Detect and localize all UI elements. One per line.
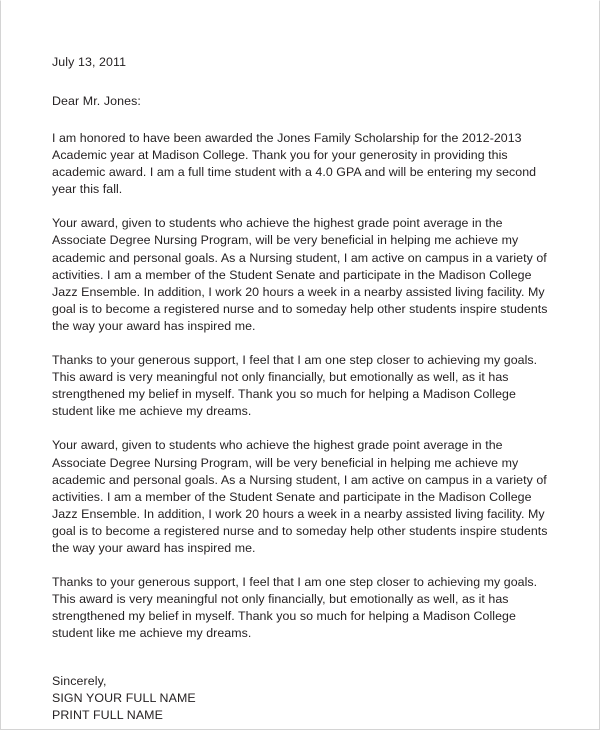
letter-paragraph: Thanks to your generous support, I feel that I am one step closer to achieving my goals. This award is very meaningful not only financially, but emotionally as well, as it has strengthened my belief in myself. Thank you so much for helping a Madison College student like me achieve my dreams. (52, 353, 538, 419)
closing-signature-line: SIGN YOUR FULL NAME (52, 691, 196, 706)
letter-paragraph: I am honored to have been awarded the Jones Family Scholarship for the 2012-2013 Academic year at Madison College. Thank you for your generosity in providing this academic award. I am a full time student with a 4.0 GPA and will be entering my second year this fall. (52, 131, 537, 197)
letter-salutation: Dear Mr. Jones: (52, 94, 141, 108)
letter-date: July 13, 2011 (52, 55, 127, 69)
letter-paragraph: Your award, given to students who achieve the highest grade point average in the Associate Degree Nursing Program, will be very beneficial in helping me achieve my academic and personal goals. As a Nursing student, I am active on campus in a variety of activities. I am a member of the Student Senate and participate in the Madison College Jazz Ensemble. In addition, I work 20 hours a week in a nearby assisted living facility. My goal is to become a registered nurse and to someday help other students inspire students the way your award has inspired me. (52, 438, 548, 555)
letter-paragraph: Your award, given to students who achieve the highest grade point average in the Associate Degree Nursing Program, will be very beneficial in helping me achieve my academic and personal goals. As a Nursing student, I am active on campus in a variety of activities. I am a member of the Student Senate and participate in the Madison College Jazz Ensemble. In addition, I work 20 hours a week in a nearby assisted living facility. My goal is to become a registered nurse and to someday help other students inspire students the way your award has inspired me. (52, 216, 548, 333)
letter-paragraphs (52, 130, 551, 642)
letter-body (52, 54, 551, 724)
letter-paragraph: Thanks to your generous support, I feel that I am one step closer to achieving my goals. This award is very meaningful not only financially, but emotionally as well, as it has strengthened my belief in myself. Thank you so much for helping a Madison College student like me achieve my dreams. (52, 575, 538, 641)
letter-closing (52, 673, 551, 724)
closing-valediction: Sincerely, (52, 674, 107, 689)
closing-printed-name-line: PRINT FULL NAME (52, 708, 163, 723)
